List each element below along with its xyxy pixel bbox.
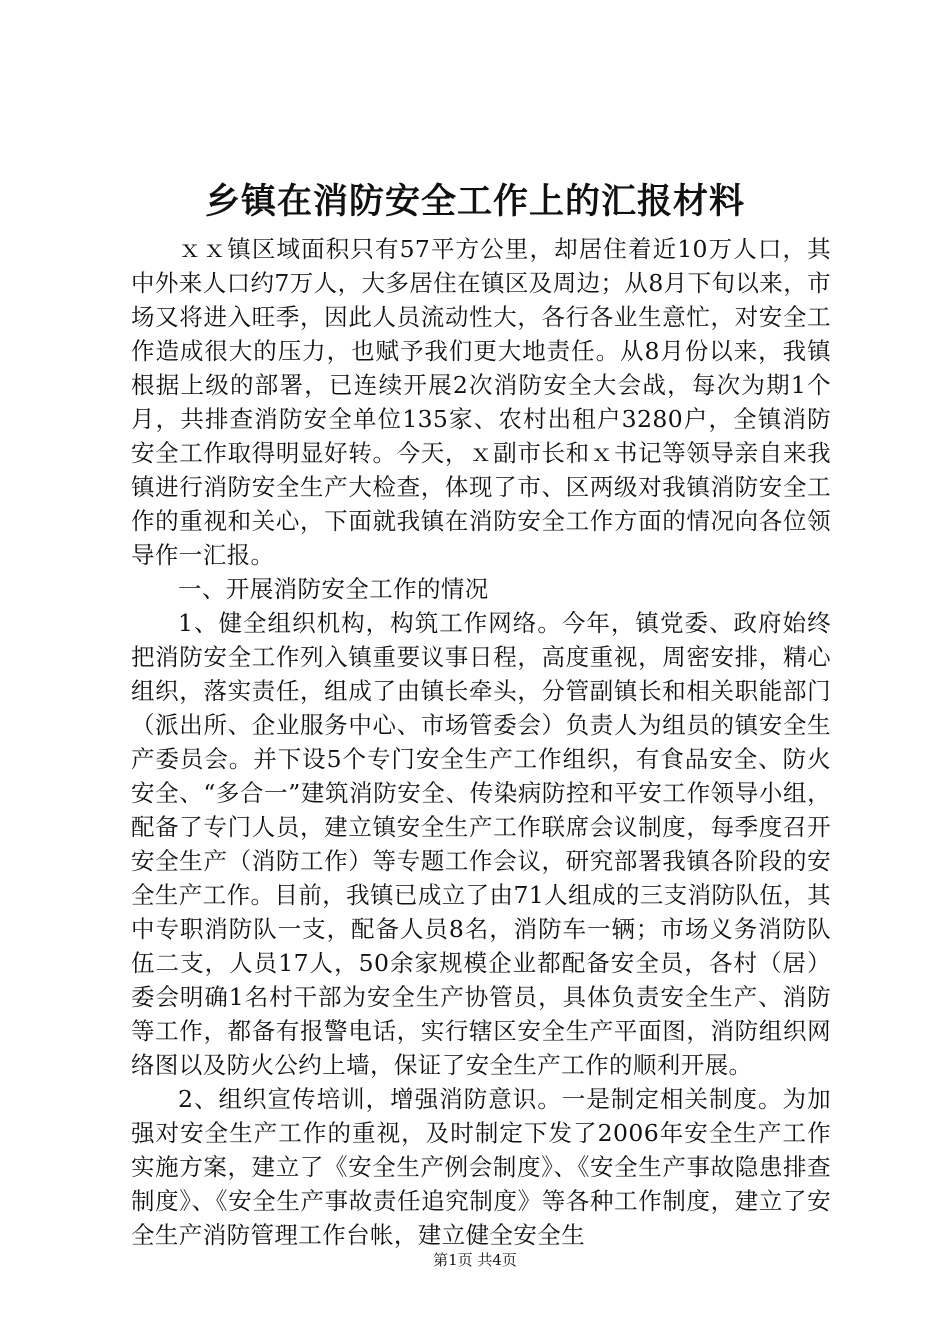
- document-body: [131, 232, 831, 1252]
- intro-paragraph: ｘｘ镇区域面积只有57平方公里，却居住着近10万人口，其中外来人口约7万人，大多居住在镇区及周边；从8月下旬以来，市场又将进入旺季，因此人员流动性大，各行各业生意忙，对安全工作造成很大的压力，也赋予我们更大地责任。从8月份以来，我镇根据上级的部署，已连续开展2次消防安全大会战，每次为期1个月，共排查消防安全单位135家、农村出租户3280户，全镇消防安全工作取得明显好转。今天，ｘ副市长和ｘ书记等领导亲自来我镇进行消防安全生产大检查，体现了市、区两级对我镇消防安全工作的重视和关心，下面就我镇在消防安全工作方面的情况向各位领导作一汇报。: [131, 235, 831, 569]
- page-footer: 第1页 共4页: [433, 1251, 517, 1269]
- section-heading: 一、开展消防安全工作的情况: [178, 575, 489, 603]
- section-paragraph-1: 1、健全组织机构，构筑工作网络。今年，镇党委、政府始终把消防安全工作列入镇重要议事日程，高度重视，周密安排，精心组织，落实责任，组成了由镇长牵头，分管副镇长和相关职能部门（派出所、企业服务中心、市场管委会）负责人为组员的镇安全生产委员会。并下设5个专门安全生产工作组织，有食品安全、防火安全、“多合一”建筑消防安全、传染病防控和平安工作领导小组，配备了专门人员，建立镇安全生产工作联席会议制度，每季度召开安全生产（消防工作）等专题工作会议，研究部署我镇各阶段的安全生产工作。目前，我镇已成立了由71人组成的三支消防队伍，其中专职消防队一支，配备人员8名，消防车一辆；市场义务消防队伍二支，人员17人，50余家规模企业都配备安全员，各村（居）委会明确1名村干部为安全生产协管员，具体负责安全生产、消防等工作，都备有报警电话，实行辖区安全生产平面图，消防组织网络图以及防火公约上墙，保证了安全生产工作的顺利开展。: [131, 609, 831, 1079]
- section-paragraph-2: 2、组织宣传培训，增强消防意识。一是制定相关制度。为加强对安全生产工作的重视，及时制定下发了2006年安全生产工作实施方案，建立了《安全生产例会制度》、《安全生产事故隐患排查制度》、《安全生产事故责任追究制度》等各种工作制度，建立了安全生产消防管理工作台帐，建立健全安全生: [131, 1085, 831, 1249]
- page-title: 乡镇在消防安全工作上的汇报材料: [204, 182, 745, 222]
